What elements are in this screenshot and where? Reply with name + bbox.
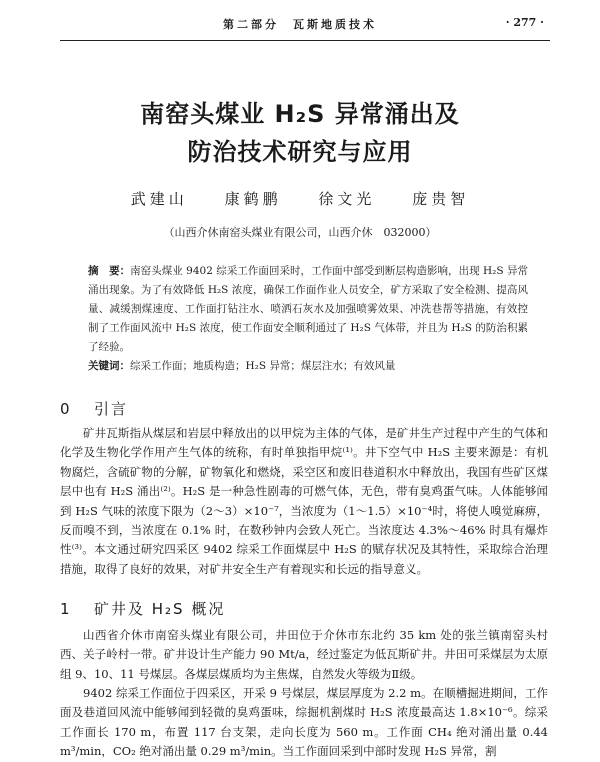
section-number: 0 bbox=[60, 400, 72, 418]
running-header bbox=[0, 16, 600, 38]
overview-paragraph-1: 山西省介休市南窑头煤业有限公司，井田位于介休市东北约 35 km 处的张兰镇南窑头村西、关子岭村一带。矿井设计生产能力 90 Mt/a，经过鉴定为低瓦斯矿井。井田可采煤层为太原组 9、10、11 号煤层。各煤层煤质均为主焦煤，自然发火等级为Ⅱ级。 bbox=[60, 628, 548, 681]
keywords-block bbox=[88, 357, 528, 376]
paper-title-line-2: 防治技术研究与应用 bbox=[187, 138, 413, 166]
keywords-label: 关键词： bbox=[88, 360, 130, 372]
author-name: 庞贵智 bbox=[412, 190, 470, 208]
author-name: 康鹤鹏 bbox=[224, 190, 282, 208]
header-rule bbox=[60, 40, 550, 41]
paper-title-line-1: 南窑头煤业 H₂S 异常涌出及 bbox=[140, 100, 460, 128]
keywords-text: 综采工作面；地质构造；H₂S 异常；煤层注水；有效风量 bbox=[130, 360, 396, 372]
page-number: · 277 · bbox=[505, 16, 544, 29]
intro-paragraph: 矿井瓦斯指从煤层和岩层中释放出的以甲烷为主体的气体，是矿井生产过程中产生的气体和化学及生物化学作用产生气体的统称，有时单独指甲烷⁽¹⁾。井下空气中 H₂S 主要来源是：有机物腐烂，含硫矿物的分解，矿物氧化和燃烧，采空区和废旧巷道积水中释放出，我国有些矿区煤层中也有 H₂S 涌出⁽²⁾。H₂S 是一种急性剧毒的可燃气体，无色，带有臭鸡蛋气味。人体能够闻到 H₂S 气味的浓度下限为（2～3）×10⁻⁷，当浓度为（1～1.5）×10⁻⁴时，将使人嗅觉麻痹，反而嗅不到，当浓度在 0.1% 时，在数秒钟内会致人死亡。当浓度达 4.3%～46% 时具有爆炸性⁽³⁾。本文通过研究四采区 9402 综采工作面煤层中 H₂S 的赋存状况及其特性，采取综合治理措施，取得了良好的效果，对矿井安全生产有着现实和长远的指导意义。 bbox=[60, 426, 548, 576]
abstract-text: 南窑头煤业 9402 综采工作面回采时，工作面中部受到断层构造影响，出现 H₂S 异常涌出现象。为了有效降低 H₂S 浓度，确保工作面作业人员安全，矿方采取了安全检测、提高风量、减缓割煤速度、工作面打钻注水、喷洒石灰水及加强喷雾效果、冲洗巷帮等措施，有效控制了工作面风流中 H₂S 浓度，使工作面安全顺利通过了 H₂S 气体带，并且为 H₂S 的防治积累了经验。 bbox=[88, 265, 528, 353]
section-heading-overview bbox=[60, 598, 225, 619]
section-title: 矿井及 H₂S 概况 bbox=[94, 600, 226, 618]
section-title: 引言 bbox=[94, 400, 129, 418]
affiliation: （山西介休南窑头煤业有限公司，山西介休 032000） bbox=[163, 226, 437, 239]
author-name: 徐文光 bbox=[318, 190, 376, 208]
abstract-block bbox=[88, 262, 528, 357]
section-number: 1 bbox=[60, 600, 72, 618]
author-list bbox=[0, 188, 600, 209]
abstract-label: 摘 要： bbox=[88, 265, 131, 277]
section-heading-intro bbox=[60, 398, 128, 419]
author-name: 武建山 bbox=[130, 190, 188, 208]
header-section-title: 第二部分 瓦斯地质技术 bbox=[223, 18, 377, 31]
overview-paragraph-2: 9402 综采工作面位于四采区，开采 9 号煤层，煤层厚度为 2.2 m。在顺槽掘进期间，工作面及巷道回风流中能够闻到轻微的臭鸡蛋味，综掘机割煤时 H₂S 浓度最高达 1.8×10⁻⁶。综采工作面长 170 m，布置 117 台支架，走向长度为 560 m。工作面 CH₄ 绝对涌出量 0.44 m³/min，CO₂ 绝对涌出量 0.29 m³/min。当工作面回采到中部时发现 H₂S 异常，割 bbox=[60, 686, 548, 759]
